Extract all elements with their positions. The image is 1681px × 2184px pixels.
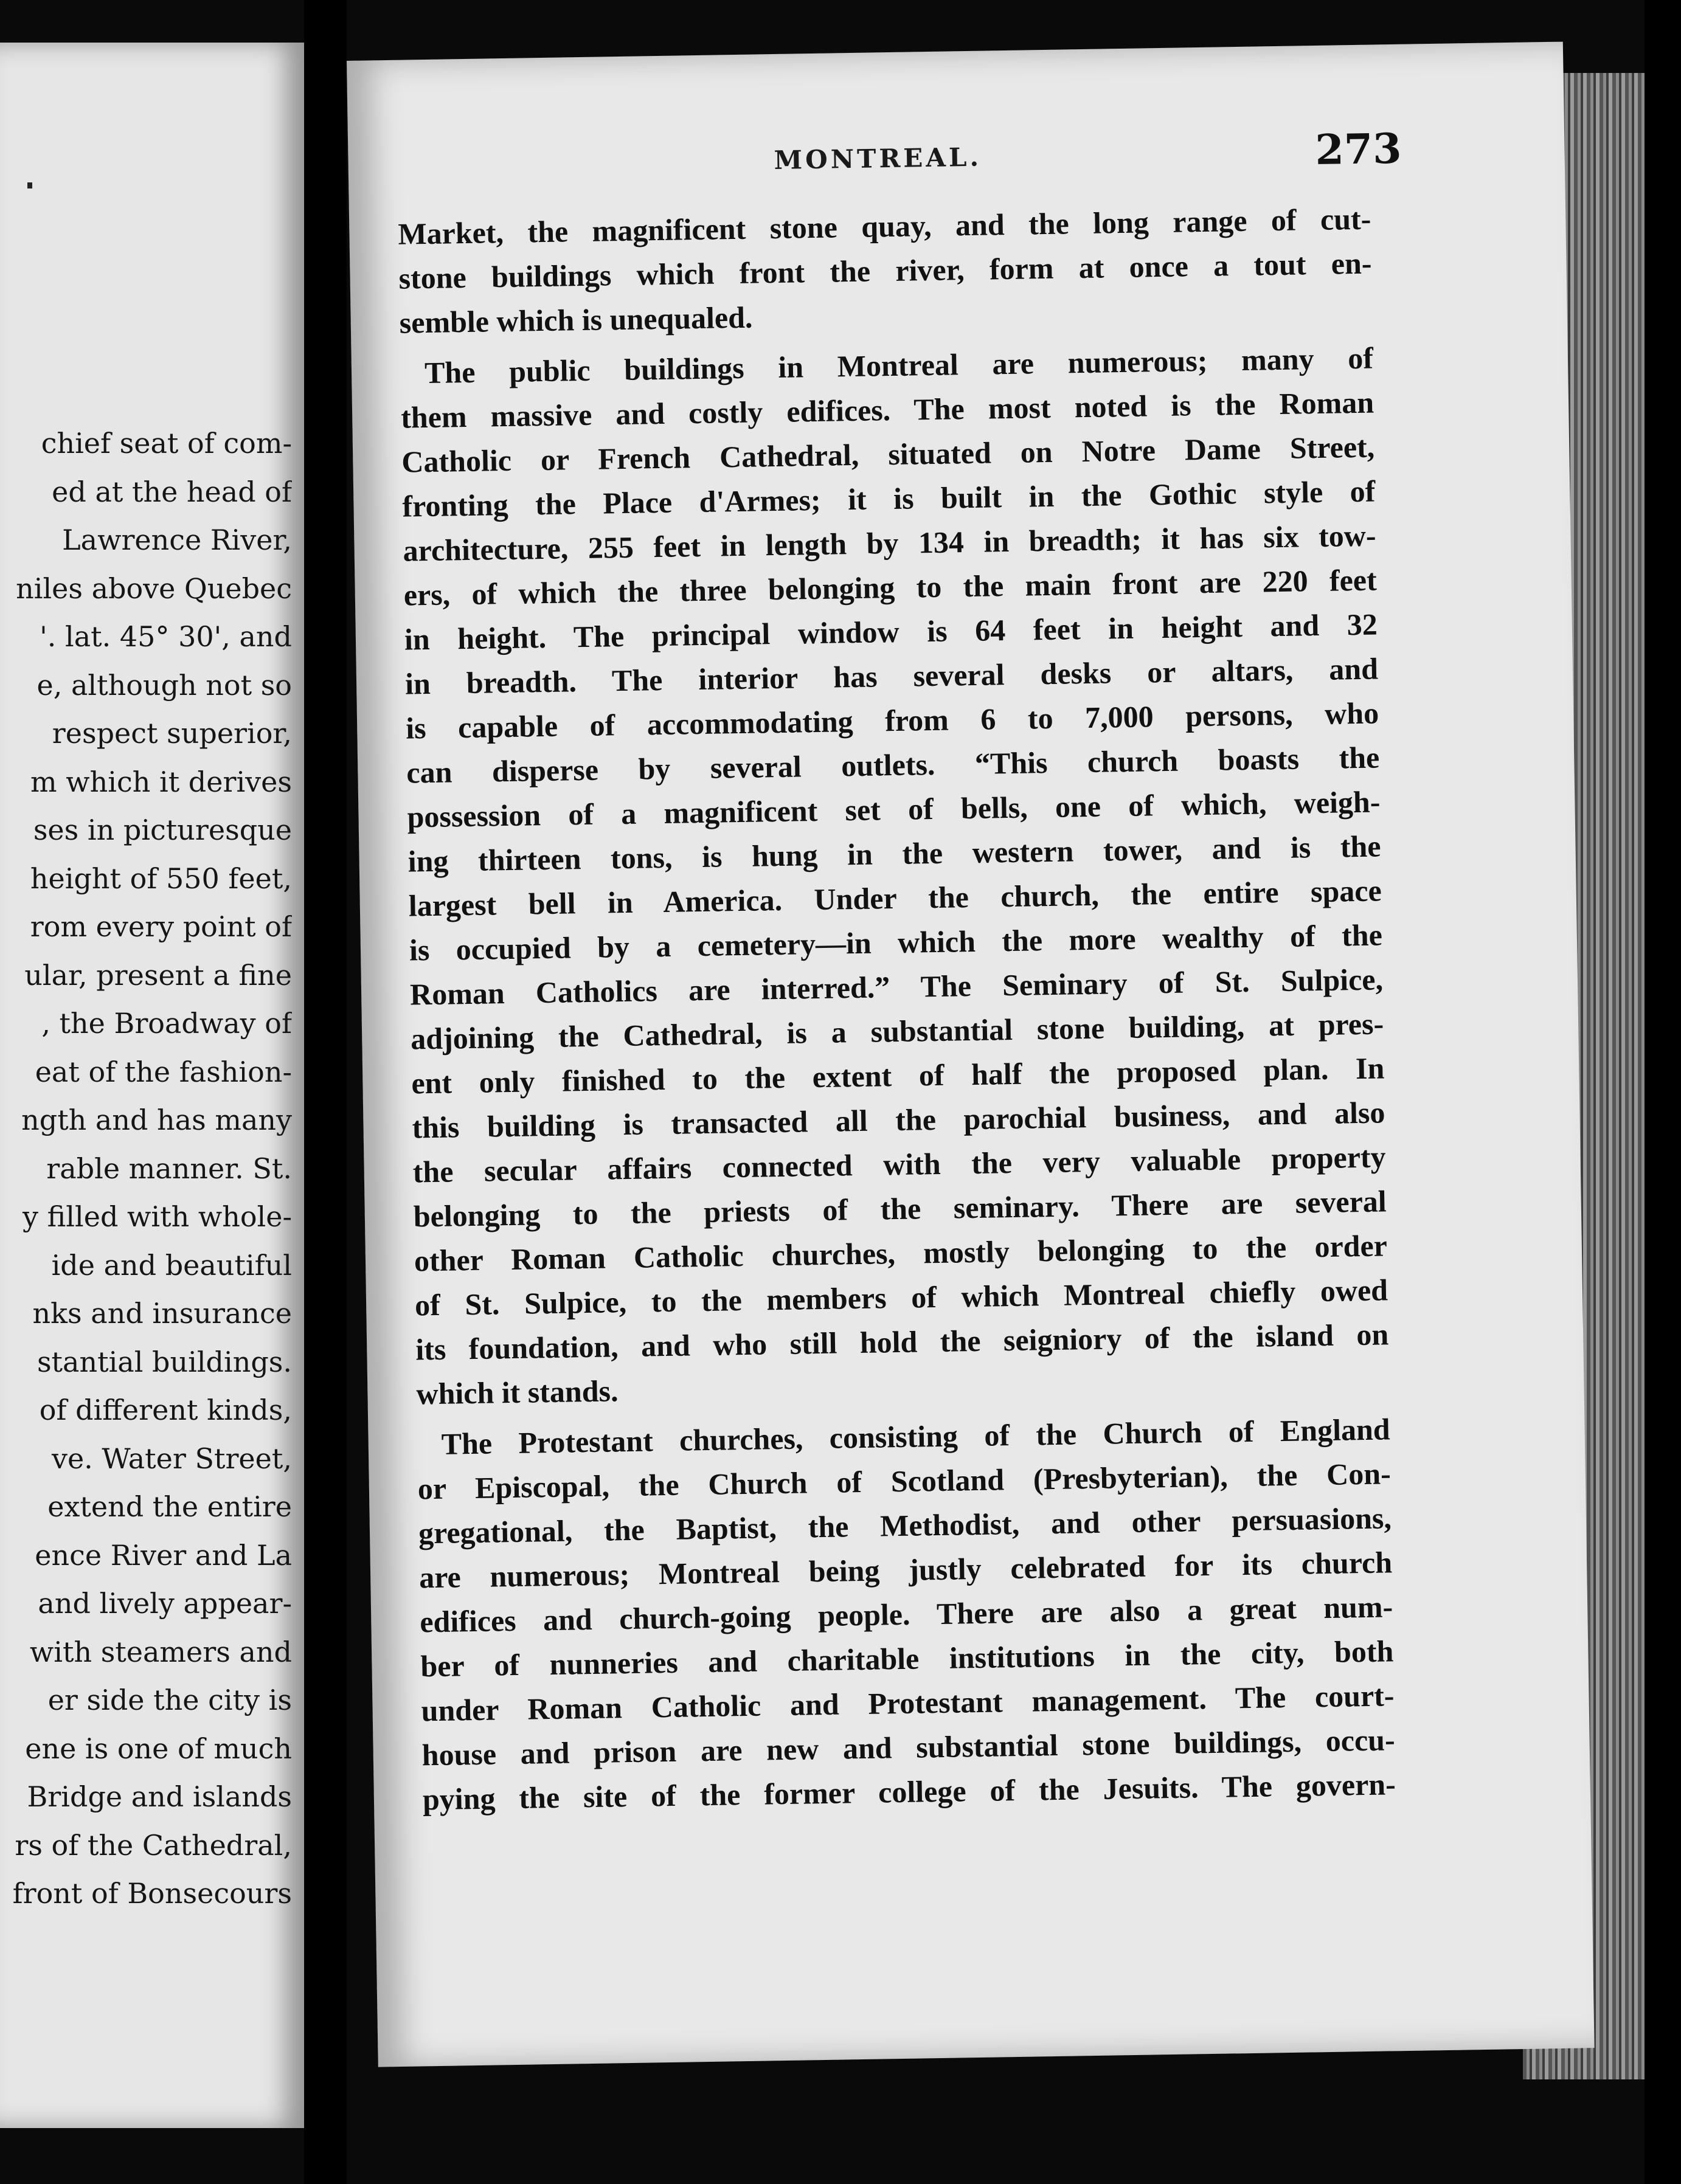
left-line: , the Broadway of	[41, 1007, 292, 1040]
text-line: is occupied by a cemetery—in which the more wealthy of the	[409, 917, 1383, 967]
text-line: adjoining the Cathedral, is a substantial stone building, at pres-	[410, 1006, 1384, 1056]
left-line: ence River and La	[35, 1538, 292, 1572]
text-line: in breadth. The interior has several desks or altars, and	[404, 651, 1379, 701]
left-line: er side the city is	[47, 1684, 292, 1716]
left-line: '. lat. 45° 30', and	[40, 620, 292, 653]
text-line: which it stands.	[416, 1374, 619, 1411]
left-line: extend the entire	[47, 1490, 292, 1523]
body-text	[398, 197, 1396, 1828]
left-line: Lawrence River,	[62, 524, 292, 556]
left-line: ed at the head of	[52, 475, 292, 508]
text-line: its foundation, and who still hold the seigniory of the island on	[415, 1317, 1389, 1367]
left-line: ses in picturesque	[33, 814, 292, 846]
left-page	[0, 43, 304, 2128]
text-line: Roman Catholics are interred.” The Seminary of St. Sulpice,	[409, 962, 1384, 1012]
text-line: Catholic or French Cathedral, situated on Notre Dame Street,	[401, 429, 1375, 479]
left-line: niles above Quebec	[16, 572, 292, 605]
paragraph	[398, 197, 1373, 345]
text-line: this building is transacted all the parochial business, and also	[412, 1095, 1385, 1145]
left-line: stantial buildings.	[36, 1345, 292, 1378]
text-line: architecture, 255 feet in length by 134 in breadth; it has six tow-	[403, 518, 1376, 568]
scan-border	[1645, 0, 1681, 2184]
text-line: house and prison are new and substantial stone buildings, occu-	[421, 1723, 1396, 1772]
text-line: edifices and church-going people. There are also a great num-	[419, 1589, 1393, 1639]
text-line: the secular affairs connected with the very valuable property	[412, 1139, 1386, 1189]
text-line: or Episcopal, the Church of Scotland (Presbyterian), the Con-	[417, 1456, 1392, 1506]
left-line: ene is one of much	[25, 1732, 292, 1765]
left-line: ular, present a fine	[24, 958, 292, 992]
left-line: with steamers and	[29, 1635, 292, 1668]
text-line: ers, of which the three belonging to the main front are 220 feet	[403, 562, 1378, 612]
left-line: chief seat of com-	[41, 427, 292, 460]
left-line: rom every point of	[30, 910, 292, 943]
running-head: MONTREAL.	[774, 142, 982, 175]
text-line: is capable of accommodating from 6 to 7,000 persons, who	[405, 696, 1379, 745]
left-line: Bridge and islands	[27, 1780, 292, 1813]
text-line: in height. The principal window is 64 feet in height and 32	[404, 607, 1378, 657]
page-header	[348, 124, 1565, 201]
left-page-text	[0, 420, 292, 1918]
text-line: semble which is unequaled.	[399, 300, 753, 340]
text-line: of St. Sulpice, to the members of which Montreal chiefly owed	[414, 1273, 1388, 1322]
left-line: respect superior,	[52, 717, 292, 750]
left-line: eat of the fashion-	[35, 1055, 292, 1088]
text-line: ber of nunneries and charitable institutions in the city, both	[420, 1634, 1394, 1684]
text-line: stone buildings which front the river, form at once a tout en-	[398, 246, 1372, 295]
left-line: rable manner. St.	[46, 1152, 292, 1185]
page-number: 273	[1314, 124, 1402, 175]
text-line: The public buildings in Montreal are numerous; many of	[424, 340, 1374, 390]
paragraph	[400, 336, 1390, 1417]
left-line: ve. Water Street,	[51, 1442, 292, 1475]
left-line: ide and beautiful	[51, 1248, 292, 1282]
book-gutter	[304, 0, 347, 2184]
left-line: ngth and has many	[21, 1104, 292, 1136]
text-line: possession of a magnificent set of bells, one of which, weigh-	[407, 784, 1381, 834]
left-line: front of Bonsecours	[12, 1877, 292, 1910]
paragraph	[417, 1407, 1396, 1822]
left-line: m which it derives	[30, 765, 292, 798]
ink-mark	[27, 182, 32, 188]
text-line: ing thirteen tons, is hung in the western tower, and is the	[407, 829, 1381, 879]
text-line: belonging to the priests of the seminary. There are several	[413, 1184, 1387, 1234]
left-line: y filled with whole-	[23, 1200, 292, 1233]
left-line: nks and insurance	[32, 1297, 292, 1330]
text-line: under Roman Catholic and Protestant management. The court-	[421, 1678, 1395, 1728]
text-line: The Protestant churches, consisting of the Church of England	[441, 1412, 1390, 1461]
text-line: them massive and costly edifices. The most noted is the Roman	[400, 385, 1374, 435]
text-line: are numerous; Montreal being justly celebrated for its church	[418, 1545, 1393, 1595]
text-line: fronting the Place d'Armes; it is built in the Gothic style of	[402, 474, 1376, 524]
text-line: gregational, the Baptist, the Methodist, and other persuasions,	[418, 1501, 1392, 1550]
text-line: pying the site of the former college of the Jesuits. The govern-	[422, 1767, 1396, 1817]
text-line: ent only finished to the extent of half the proposed plan. In	[411, 1051, 1385, 1101]
text-line: largest bell in America. Under the church, the entire space	[408, 873, 1382, 923]
left-line: height of 550 feet,	[30, 862, 292, 895]
left-line: e, although not so	[36, 668, 292, 702]
left-line: of different kinds,	[39, 1394, 292, 1426]
right-page	[347, 42, 1595, 2067]
text-line: can disperse by several outlets. “This church boasts the	[406, 740, 1380, 790]
left-line: rs of the Cathedral,	[15, 1828, 292, 1862]
text-line: Market, the magnificent stone quay, and the long range of cut-	[398, 201, 1371, 251]
left-line: and lively appear-	[38, 1587, 292, 1620]
text-line: other Roman Catholic churches, mostly belonging to the order	[414, 1228, 1388, 1278]
